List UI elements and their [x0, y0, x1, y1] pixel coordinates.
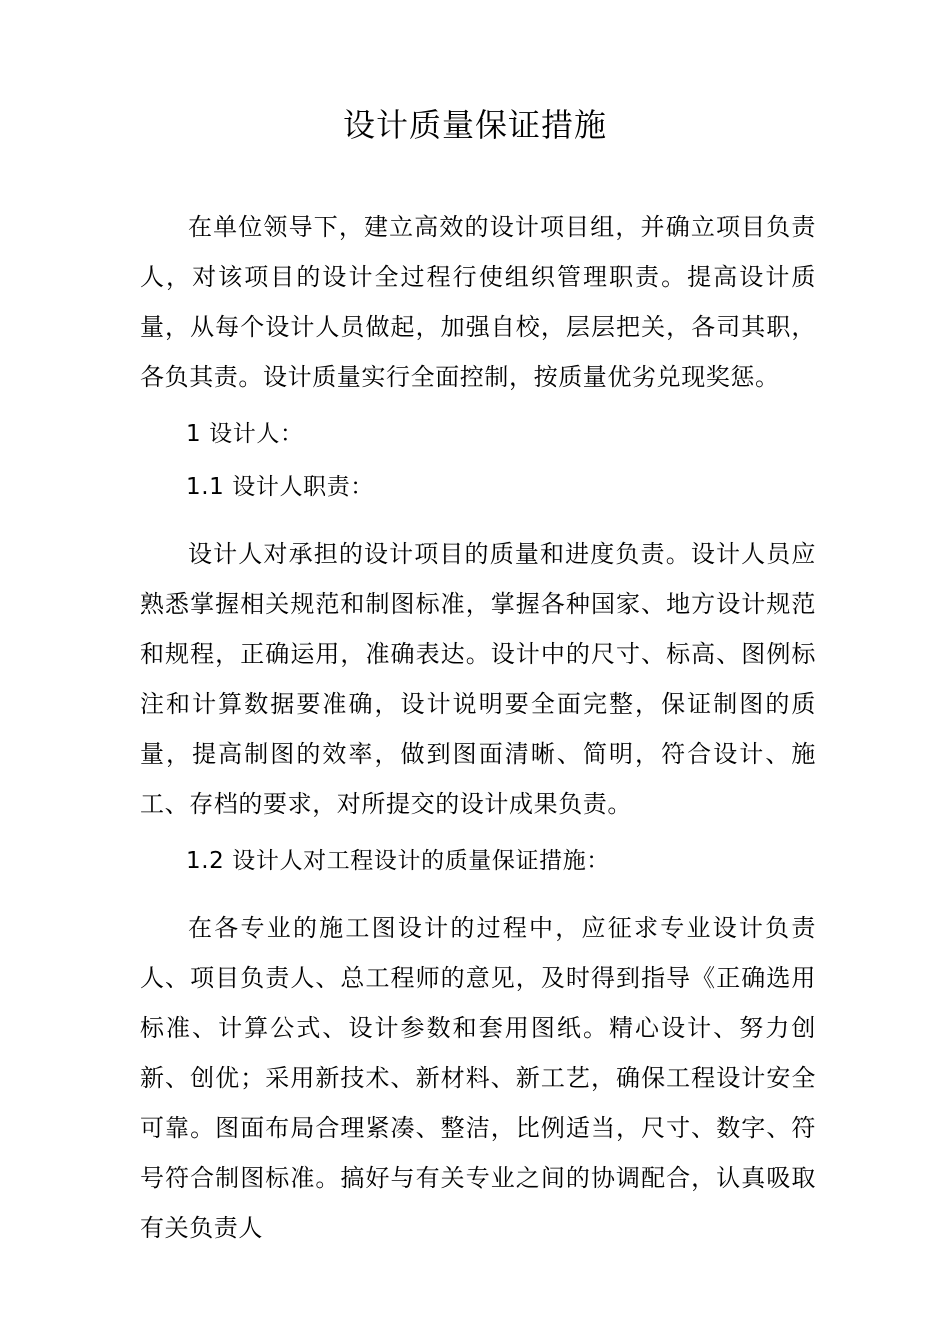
section-1-heading: 1 设计人：	[186, 421, 304, 447]
page-title: 设计质量保证措施	[342, 106, 607, 144]
intro-paragraph: 在单位领导下，建立高效的设计项目组，并确立项目负责人，对该项目的设计全过程行使组织管理职责。提高设计质量，从每个设计人员做起，加强自校，层层把关，各司其职，各负其责。设计质量实行全面控制，按质量优劣兑现奖惩。	[140, 213, 816, 391]
section-1-1-paragraph: 设计人对承担的设计项目的质量和进度负责。设计人员应熟悉掌握相关规范和制图标准，掌握各种国家、地方设计规范和规程，正确运用，准确表达。设计中的尺寸、标高、图例标注和计算数据要准确，设计说明要全面完整，保证制图的质量，提高制图的效率，做到图面清晰、简明，符合设计、施工、存档的要求，对所提交的设计成果负责。	[140, 540, 816, 818]
section-1-2-paragraph: 在各专业的施工图设计的过程中，应征求专业设计负责人、项目负责人、总工程师的意见，及时得到指导《正确选用标准、计算公式、设计参数和套用图纸。精心设计、努力创新、创优；采用新技术、新材料、新工艺，确保工程设计安全可靠。图面布局合理紧凑、整洁，比例适当，尺寸、数字、符号符合制图标准。搞好与有关专业之间的协调配合，认真吸取有关负责人	[140, 914, 816, 1242]
section-1-1-heading: 1.1 设计人职责：	[186, 474, 374, 500]
section-1-2-heading: 1.2 设计人对工程设计的质量保证措施：	[186, 848, 610, 874]
